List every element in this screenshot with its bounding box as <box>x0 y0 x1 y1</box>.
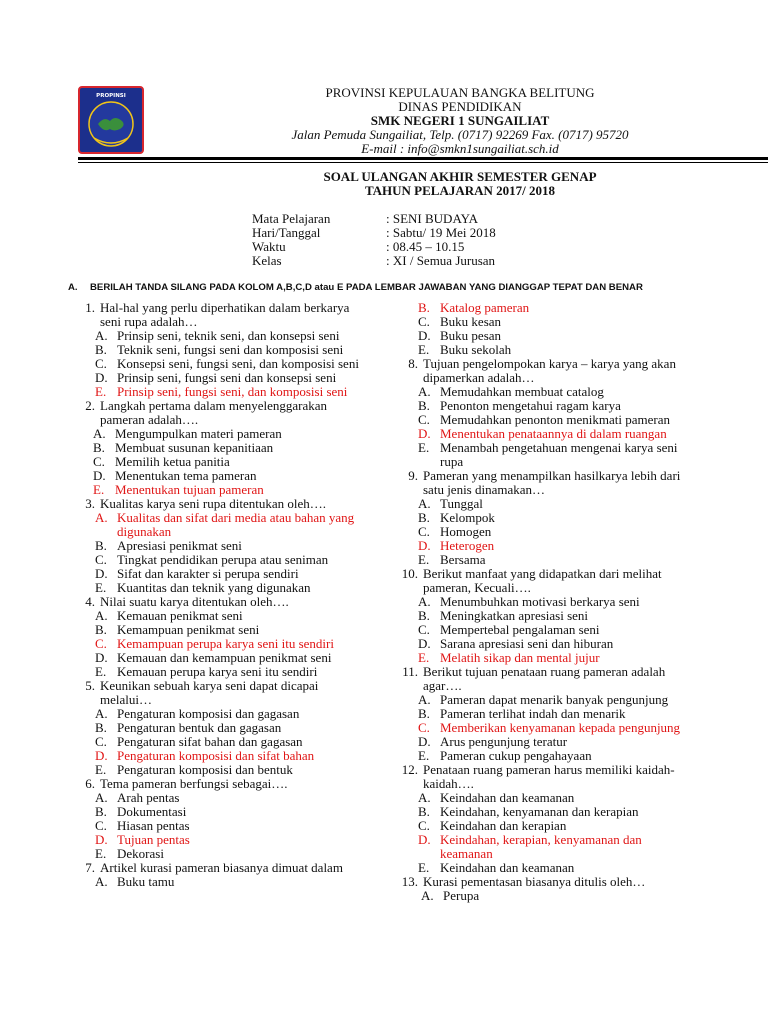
question-text: Berikut manfaat yang didapatkan dari melihat pameran, Kecuali…. <box>423 566 662 595</box>
option-letter: A. <box>418 594 431 609</box>
option-text: Kemauan perupa karya seni itu sendiri <box>117 664 318 679</box>
option-letter: A. <box>95 510 108 525</box>
option-text: Kemampuan perupa karya seni itu sendiri <box>117 636 334 651</box>
option-text: Katalog pameran <box>440 300 530 315</box>
question-text: Penataan ruang pameran harus memiliki kaidah-kaidah…. <box>423 762 675 791</box>
meta-row <box>252 226 496 240</box>
question-text: Artikel kurasi pameran biasanya dimuat dalam <box>100 860 343 875</box>
option-text: Heterogen <box>440 538 495 553</box>
option-text: Pengaturan bentuk dan gagasan <box>117 720 282 735</box>
option[interactable] <box>70 707 370 721</box>
option-text: Pengaturan sifat bahan dan gagasan <box>117 734 303 749</box>
option[interactable] <box>393 329 693 343</box>
option-letter: D. <box>418 538 431 553</box>
option-letter: A. <box>95 790 108 805</box>
option-text: Bersama <box>440 552 486 567</box>
option-letter: D. <box>95 370 108 385</box>
option-letter: A. <box>95 328 108 343</box>
option-text: Pengaturan komposisi dan gagasan <box>117 706 300 721</box>
option-letter: B. <box>418 608 430 623</box>
option-correct[interactable] <box>70 749 370 763</box>
option-letter: C. <box>95 552 107 567</box>
question-text: Tujuan pengelompokan karya – karya yang akan dipamerkan adalah… <box>423 356 676 385</box>
option[interactable] <box>393 623 693 637</box>
option[interactable] <box>70 441 370 455</box>
option-letter: D. <box>418 328 431 343</box>
option-text: Penonton mengetahui ragam karya <box>440 398 621 413</box>
department-name: DINAS PENDIDIKAN <box>398 99 522 114</box>
option-letter: E. <box>95 664 107 679</box>
option[interactable] <box>70 455 370 469</box>
option[interactable] <box>70 427 370 441</box>
option-correct[interactable] <box>393 721 693 735</box>
question-number: 4. <box>85 594 95 609</box>
option-letter: A. <box>418 790 431 805</box>
option-text: Pameran terlihat indah dan menarik <box>440 706 626 721</box>
option-letter: B. <box>418 398 430 413</box>
option[interactable] <box>393 385 693 399</box>
question-text: Pameran yang menampilkan hasilkarya lebih dari satu jenis dinamakan… <box>423 468 681 497</box>
option[interactable] <box>393 525 693 539</box>
question <box>70 595 370 609</box>
option-letter: C. <box>95 734 107 749</box>
question <box>393 469 693 497</box>
option-text: Sarana apresiasi seni dan hiburan <box>440 636 614 651</box>
option-text: Buku pesan <box>440 328 502 343</box>
option-letter: E. <box>93 482 105 497</box>
option-correct[interactable] <box>393 301 693 315</box>
option[interactable] <box>393 819 693 833</box>
option-letter: A. <box>418 496 431 511</box>
question <box>393 763 693 791</box>
question <box>70 301 370 329</box>
option-text: Hiasan pentas <box>117 818 190 833</box>
option[interactable] <box>393 749 693 763</box>
option-letter: D. <box>418 426 431 441</box>
option-letter: C. <box>93 454 105 469</box>
province-logo <box>78 86 144 154</box>
option[interactable] <box>70 567 370 581</box>
option[interactable] <box>70 721 370 735</box>
option-letter: B. <box>418 706 430 721</box>
option[interactable] <box>70 805 370 819</box>
option-letter: B. <box>95 622 107 637</box>
province-name: PROVINSI KEPULAUAN BANGKA BELITUNG <box>325 85 595 100</box>
option[interactable] <box>70 539 370 553</box>
option-letter: B. <box>418 510 430 525</box>
option-letter: D. <box>95 748 108 763</box>
question-number: 3. <box>85 496 95 511</box>
option-text: Kualitas dan sifat dari media atau bahan yang digunakan <box>117 510 355 539</box>
meta-row <box>252 212 496 226</box>
option[interactable] <box>70 651 370 665</box>
option-letter: E. <box>418 342 430 357</box>
option-text: Pengaturan komposisi dan sifat bahan <box>117 748 315 763</box>
exam-title-block <box>160 170 760 198</box>
option-text: Pameran cukup pengahayaan <box>440 748 592 763</box>
option-text: Pameran dapat menarik banyak pengunjung <box>440 692 669 707</box>
option-correct[interactable] <box>393 651 693 665</box>
option[interactable] <box>70 329 370 343</box>
option-correct[interactable] <box>70 511 370 539</box>
option[interactable] <box>393 553 693 567</box>
option-letter: A. <box>95 706 108 721</box>
option[interactable] <box>393 861 693 875</box>
option-letter: D. <box>418 832 431 847</box>
option-text: Kemauan penikmat seni <box>117 608 243 623</box>
option-letter: E. <box>95 580 107 595</box>
option-text: Arah pentas <box>117 790 180 805</box>
option-correct[interactable] <box>393 833 693 861</box>
option-text: Buku sekolah <box>440 342 512 357</box>
option-text: Meningkatkan apresiasi seni <box>440 608 589 623</box>
option-letter: B. <box>93 440 105 455</box>
option-text: Homogen <box>440 524 492 539</box>
option[interactable] <box>70 847 370 861</box>
option-text: Apresiasi penikmat seni <box>117 538 242 553</box>
meta-label: Waktu <box>252 239 286 254</box>
option-text: Dokumentasi <box>117 804 187 819</box>
question-number: 12. <box>401 762 418 777</box>
question-number: 6. <box>85 776 95 791</box>
question-text: Keunikan sebuah karya seni dapat dicapai melalui… <box>100 678 319 707</box>
option[interactable] <box>393 497 693 511</box>
option-text: Prinsip seni, fungsi seni dan konsepsi seni <box>117 370 337 385</box>
option[interactable] <box>70 357 370 371</box>
option-letter: E. <box>418 748 430 763</box>
option-text: Menumbuhkan motivasi berkarya seni <box>440 594 640 609</box>
option[interactable] <box>70 609 370 623</box>
question-number: 8. <box>408 356 418 371</box>
option-text: Prinsip seni, teknik seni, dan konsepsi seni <box>117 328 340 343</box>
option-text: Membuat susunan kepanitiaan <box>115 440 274 455</box>
option[interactable] <box>70 735 370 749</box>
exam-year: TAHUN PELAJARAN 2017/ 2018 <box>364 183 556 198</box>
option-letter: D. <box>93 468 106 483</box>
school-address: Jalan Pemuda Sungailiat, Telp. (0717) 92269 Fax. (0717) 95720 <box>291 127 629 142</box>
option-text: Kuantitas dan teknik yang digunakan <box>117 580 311 595</box>
option-text: Arus pengunjung teratur <box>440 734 568 749</box>
question <box>393 875 693 889</box>
option[interactable] <box>393 707 693 721</box>
option-correct[interactable] <box>70 637 370 651</box>
option-text: Keindahan, kerapian, kenyamanan dan keamanan <box>440 832 642 861</box>
option-text: Buku tamu <box>117 874 175 889</box>
option[interactable] <box>393 399 693 413</box>
exam-title: SOAL ULANGAN AKHIR SEMESTER GENAP <box>323 169 597 184</box>
option-letter: B. <box>95 538 107 553</box>
option-text: Teknik seni, fungsi seni dan komposisi seni <box>117 342 344 357</box>
option-correct[interactable] <box>393 427 693 441</box>
exam-meta <box>252 212 496 268</box>
option-correct[interactable] <box>70 483 370 497</box>
option[interactable] <box>393 791 693 805</box>
option-letter: E. <box>418 440 430 455</box>
question-number: 13. <box>401 874 418 889</box>
question-text: Kualitas karya seni rupa ditentukan oleh…. <box>100 496 326 511</box>
meta-label: Hari/Tanggal <box>252 225 321 240</box>
option-text: Kemauan dan kemampuan penikmat seni <box>117 650 332 665</box>
option[interactable] <box>70 553 370 567</box>
option[interactable] <box>70 665 370 679</box>
meta-value: : 08.45 – 10.15 <box>386 239 465 254</box>
questions-left-column <box>70 301 370 889</box>
option-letter: C. <box>95 636 107 651</box>
meta-row <box>252 254 496 268</box>
option-letter: C. <box>418 818 430 833</box>
option-letter: A. <box>418 692 431 707</box>
question-number: 7. <box>85 860 95 875</box>
header-rule-thin <box>78 162 768 163</box>
option[interactable] <box>393 441 693 469</box>
option-text: Tingkat pendidikan perupa atau seniman <box>117 552 329 567</box>
option-text: Keindahan, kenyamanan dan kerapian <box>440 804 639 819</box>
option-text: Perupa <box>443 888 480 903</box>
option[interactable] <box>393 343 693 357</box>
question-number: 5. <box>85 678 95 693</box>
meta-value: : SENI BUDAYA <box>386 211 478 226</box>
option-text: Mempertebal pengalaman seni <box>440 622 600 637</box>
meta-value: : XI / Semua Jurusan <box>386 253 496 268</box>
option[interactable] <box>70 581 370 595</box>
option-letter: D. <box>95 650 108 665</box>
option[interactable] <box>393 805 693 819</box>
question <box>393 357 693 385</box>
option-text: Menentukan tema pameran <box>115 468 257 483</box>
question-number: 11. <box>402 664 418 679</box>
option-text: Memberikan kenyamanan kepada pengunjung <box>440 720 681 735</box>
question-number: 2. <box>85 398 95 413</box>
option-text: Konsepsi seni, fungsi seni, dan komposisi seni <box>117 356 359 371</box>
option[interactable] <box>393 889 693 903</box>
option-text: Memudahkan penonton menikmati pameran <box>440 412 670 427</box>
option-text: Kelompok <box>440 510 495 525</box>
option-letter: E. <box>95 762 107 777</box>
question-text: Nilai suatu karya ditentukan oleh…. <box>100 594 289 609</box>
option-letter: D. <box>95 566 108 581</box>
option-letter: C. <box>95 356 107 371</box>
option-letter: A. <box>95 608 108 623</box>
option-text: Tunggal <box>440 496 483 511</box>
question <box>70 861 370 875</box>
option-letter: D. <box>418 734 431 749</box>
questions-right-column <box>393 301 693 903</box>
question-text: Tema pameran berfungsi sebagai…. <box>100 776 288 791</box>
question <box>70 679 370 707</box>
option[interactable] <box>70 469 370 483</box>
option-letter: E. <box>95 846 107 861</box>
option-letter: B. <box>95 804 107 819</box>
option-letter: C. <box>95 818 107 833</box>
option-text: Memilih ketua panitia <box>115 454 230 469</box>
option[interactable] <box>393 637 693 651</box>
question-number: 10. <box>401 566 418 581</box>
svg-text:PROPINSI: PROPINSI <box>96 93 126 99</box>
option-text: Keindahan dan kerapian <box>440 818 567 833</box>
option-correct[interactable] <box>70 833 370 847</box>
option-text: Pengaturan komposisi dan bentuk <box>117 762 293 777</box>
letterhead <box>160 86 760 156</box>
option-letter: E. <box>418 860 430 875</box>
option-letter: B. <box>418 804 430 819</box>
option[interactable] <box>393 595 693 609</box>
option[interactable] <box>393 413 693 427</box>
meta-label: Mata Pelajaran <box>252 211 331 226</box>
option[interactable] <box>393 735 693 749</box>
option-text: Memudahkan membuat catalog <box>440 384 604 399</box>
option[interactable] <box>393 511 693 525</box>
option-letter: D. <box>95 832 108 847</box>
question-number: 9. <box>408 468 418 483</box>
option[interactable] <box>70 343 370 357</box>
meta-row <box>252 240 496 254</box>
option[interactable] <box>70 371 370 385</box>
option-letter: E. <box>95 384 107 399</box>
option-letter: A. <box>93 426 106 441</box>
option-letter: B. <box>418 300 430 315</box>
option-text: Menentukan penataannya di dalam ruangan <box>440 426 667 441</box>
option-text: Kemampuan penikmat seni <box>117 622 260 637</box>
question-text: Langkah pertama dalam menyelenggarakan pameran adalah…. <box>100 398 328 427</box>
option-letter: C. <box>418 314 430 329</box>
option-letter: C. <box>418 720 430 735</box>
instruction-text: BERILAH TANDA SILANG PADA KOLOM A,B,C,D atau E PADA LEMBAR JAWABAN YANG DIANGGAP TEPAT DAN BENAR <box>90 282 643 293</box>
option-letter: D. <box>418 636 431 651</box>
question <box>393 665 693 693</box>
question <box>70 497 370 511</box>
section-letter: A. <box>68 282 78 293</box>
section-instruction <box>68 282 768 293</box>
option-text: Buku kesan <box>440 314 502 329</box>
question-number: 1. <box>85 300 95 315</box>
question-text: Hal-hal yang perlu diperhatikan dalam berkarya seni rupa adalah… <box>100 300 350 329</box>
meta-label: Kelas <box>252 253 282 268</box>
option-text: Sifat dan karakter si perupa sendiri <box>117 566 299 581</box>
option-letter: C. <box>418 622 430 637</box>
option-letter: A. <box>95 874 108 889</box>
question <box>70 777 370 791</box>
option-text: Mengumpulkan materi pameran <box>115 426 282 441</box>
meta-value: : Sabtu/ 19 Mei 2018 <box>386 225 496 240</box>
option-text: Dekorasi <box>117 846 164 861</box>
option-correct[interactable] <box>70 385 370 399</box>
option-text: Menambah pengetahuan mengenai karya seni rupa <box>440 440 678 469</box>
option-letter: A. <box>421 888 434 903</box>
option[interactable] <box>70 763 370 777</box>
option[interactable] <box>393 693 693 707</box>
option-letter: E. <box>418 650 430 665</box>
question-text: Kurasi pementasan biasanya ditulis oleh… <box>423 874 646 889</box>
option[interactable] <box>70 623 370 637</box>
question <box>70 399 370 427</box>
option-correct[interactable] <box>393 539 693 553</box>
option-text: Melatih sikap dan mental jujur <box>440 650 600 665</box>
option[interactable] <box>393 315 693 329</box>
school-email: E-mail : info@smkn1sungailiat.sch.id <box>361 141 559 156</box>
option[interactable] <box>70 875 370 889</box>
option-text: Keindahan dan keamanan <box>440 860 575 875</box>
option[interactable] <box>70 791 370 805</box>
option-letter: C. <box>418 524 430 539</box>
option-letter: B. <box>95 342 107 357</box>
option-text: Menentukan tujuan pameran <box>115 482 264 497</box>
school-name: SMK NEGERI 1 SUNGAILIAT <box>370 113 550 128</box>
option-letter: C. <box>418 412 430 427</box>
option-text: Keindahan dan keamanan <box>440 790 575 805</box>
option[interactable] <box>70 819 370 833</box>
option[interactable] <box>393 609 693 623</box>
option-text: Prinsip seni, fungsi seni, dan komposisi seni <box>117 384 348 399</box>
option-letter: E. <box>418 552 430 567</box>
option-text: Tujuan pentas <box>117 832 190 847</box>
option-letter: B. <box>95 720 107 735</box>
option-letter: A. <box>418 384 431 399</box>
question-text: Berikut tujuan penataan ruang pameran adalah agar…. <box>423 664 666 693</box>
header-rule-thick <box>78 157 768 160</box>
question <box>393 567 693 595</box>
